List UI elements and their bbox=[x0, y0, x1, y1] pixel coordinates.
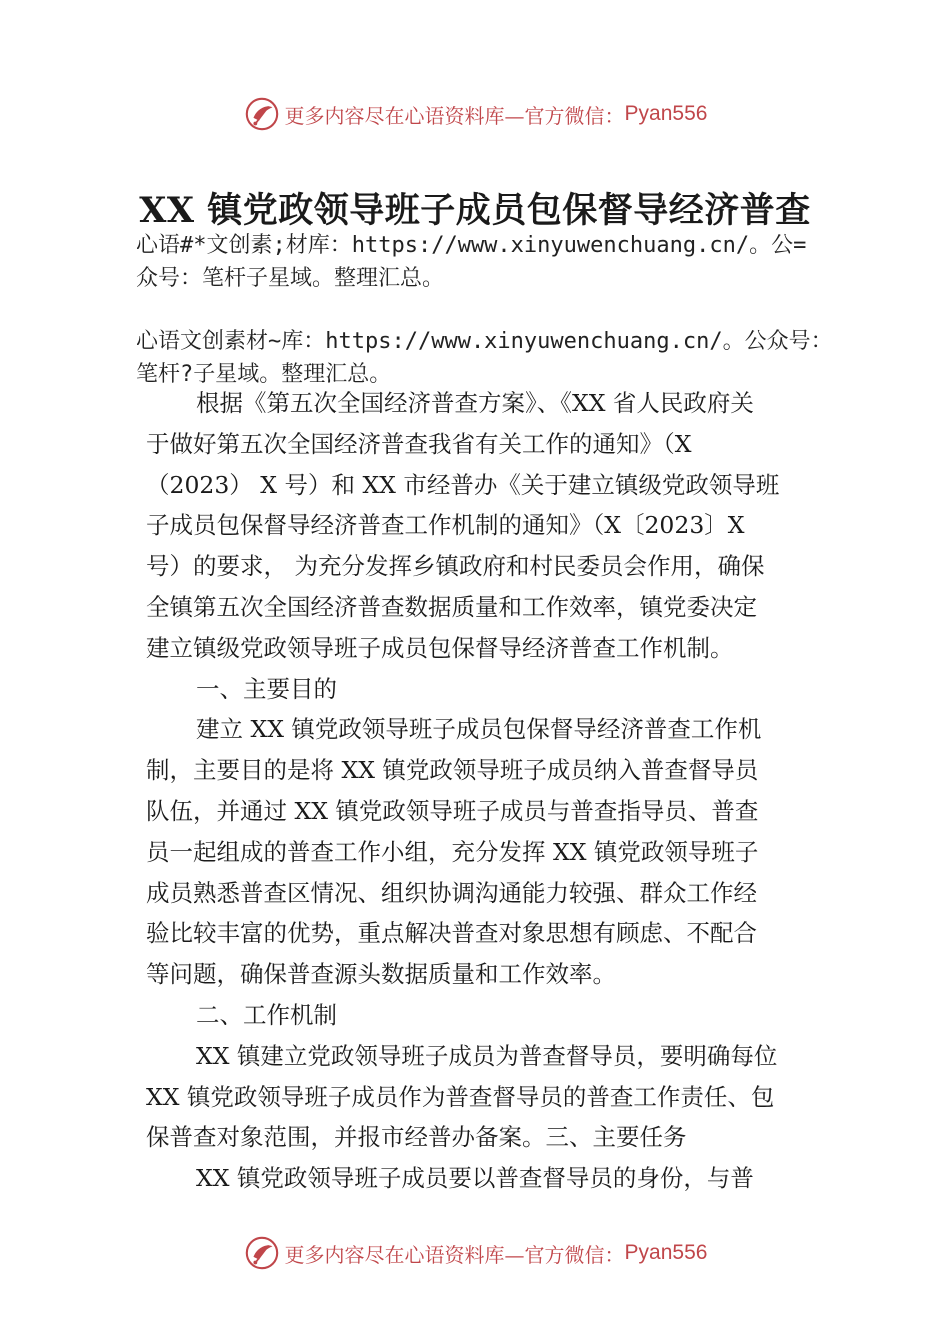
source-note-line: 心语文创素材~库：https://www.xinyuwenchuang.cn/。公众号： bbox=[136, 329, 833, 354]
watermark-wechat-id: Pyan556 bbox=[624, 1241, 708, 1264]
source-note-1 bbox=[136, 229, 856, 295]
section-heading: 一、主要目的 bbox=[196, 674, 337, 703]
paragraph-line: XX 镇建立党政领导班子成员为普查督导员，要明确每位 bbox=[196, 1041, 778, 1070]
footer-watermark bbox=[0, 1231, 950, 1275]
paragraph-line: 于做好第五次全国经济普查我省有关工作的通知》（X bbox=[146, 429, 692, 458]
section-heading: 二、工作机制 bbox=[196, 1000, 337, 1029]
watermark-logo-icon bbox=[243, 95, 281, 133]
watermark-text: 更多内容尽在心语资料库—官方微信： bbox=[284, 103, 625, 128]
paragraph-line: （2023） X 号）和 XX 市经普办《关于建立镇级党政领导班 bbox=[146, 470, 780, 499]
paragraph-line: 号）的要求， 为充分发挥乡镇政府和村民委员会作用，确保 bbox=[146, 552, 765, 581]
paragraph-line: 员一起组成的普查工作小组，充分发挥 XX 镇党政领导班子 bbox=[146, 837, 759, 866]
paragraph-line: 建立镇级党政领导班子成员包保督导经济普查工作机制。 bbox=[146, 633, 734, 662]
paragraph-line: 根据《第五次全国经济普查方案》、《XX 省人民政府关 bbox=[196, 389, 754, 417]
paragraph-line: 制，主要目的是将 XX 镇党政领导班子成员纳入普查督导员 bbox=[146, 756, 759, 785]
document-body bbox=[146, 383, 846, 1199]
paragraph-line: 队伍，并通过 XX 镇党政领导班子成员与普查指导员、普查 bbox=[146, 796, 759, 825]
paragraph-line: 子成员包保督导经济普查工作机制的通知》（X〔2023〕X bbox=[146, 511, 745, 540]
paragraph-line: 验比较丰富的优势，重点解决普查对象思想有顾虑、不配合 bbox=[146, 919, 757, 948]
document-title: XX 镇党政领导班子成员包保督导经济普查 bbox=[139, 190, 811, 231]
source-note-2 bbox=[136, 325, 856, 391]
source-note-line: 心语#*文创素;材库：https://www.xinyuwenchuang.cn/。公= bbox=[136, 233, 807, 258]
watermark-logo-icon bbox=[243, 1234, 281, 1272]
paragraph-line: 等问题，确保普查源头数据质量和工作效率。 bbox=[146, 960, 616, 989]
source-note-line: 笔杆?子星域。整理汇总。 bbox=[136, 362, 392, 387]
paragraph-line: XX 镇党政领导班子成员作为普查督导员的普查工作责任、包 bbox=[146, 1082, 775, 1111]
paragraph-line: 成员熟悉普查区情况、组织协调沟通能力较强、群众工作经 bbox=[146, 878, 757, 907]
paragraph-line: 建立 XX 镇党政领导班子成员包保督导经济普查工作机 bbox=[196, 715, 762, 744]
watermark-text: 更多内容尽在心语资料库—官方微信： bbox=[284, 1242, 625, 1267]
paragraph-line: 全镇第五次全国经济普查数据质量和工作效率，镇党委决定 bbox=[146, 592, 757, 621]
paragraph-line: XX 镇党政领导班子成员要以普查督导员的身份，与普 bbox=[196, 1164, 754, 1193]
watermark-wechat-id: Pyan556 bbox=[624, 102, 708, 125]
header-watermark bbox=[0, 92, 950, 136]
source-note-line: 众号：笔杆子星域。整理汇总。 bbox=[136, 266, 445, 291]
paragraph-line: 保普查对象范围，并报市经普办备案。三、主要任务 bbox=[146, 1123, 687, 1152]
